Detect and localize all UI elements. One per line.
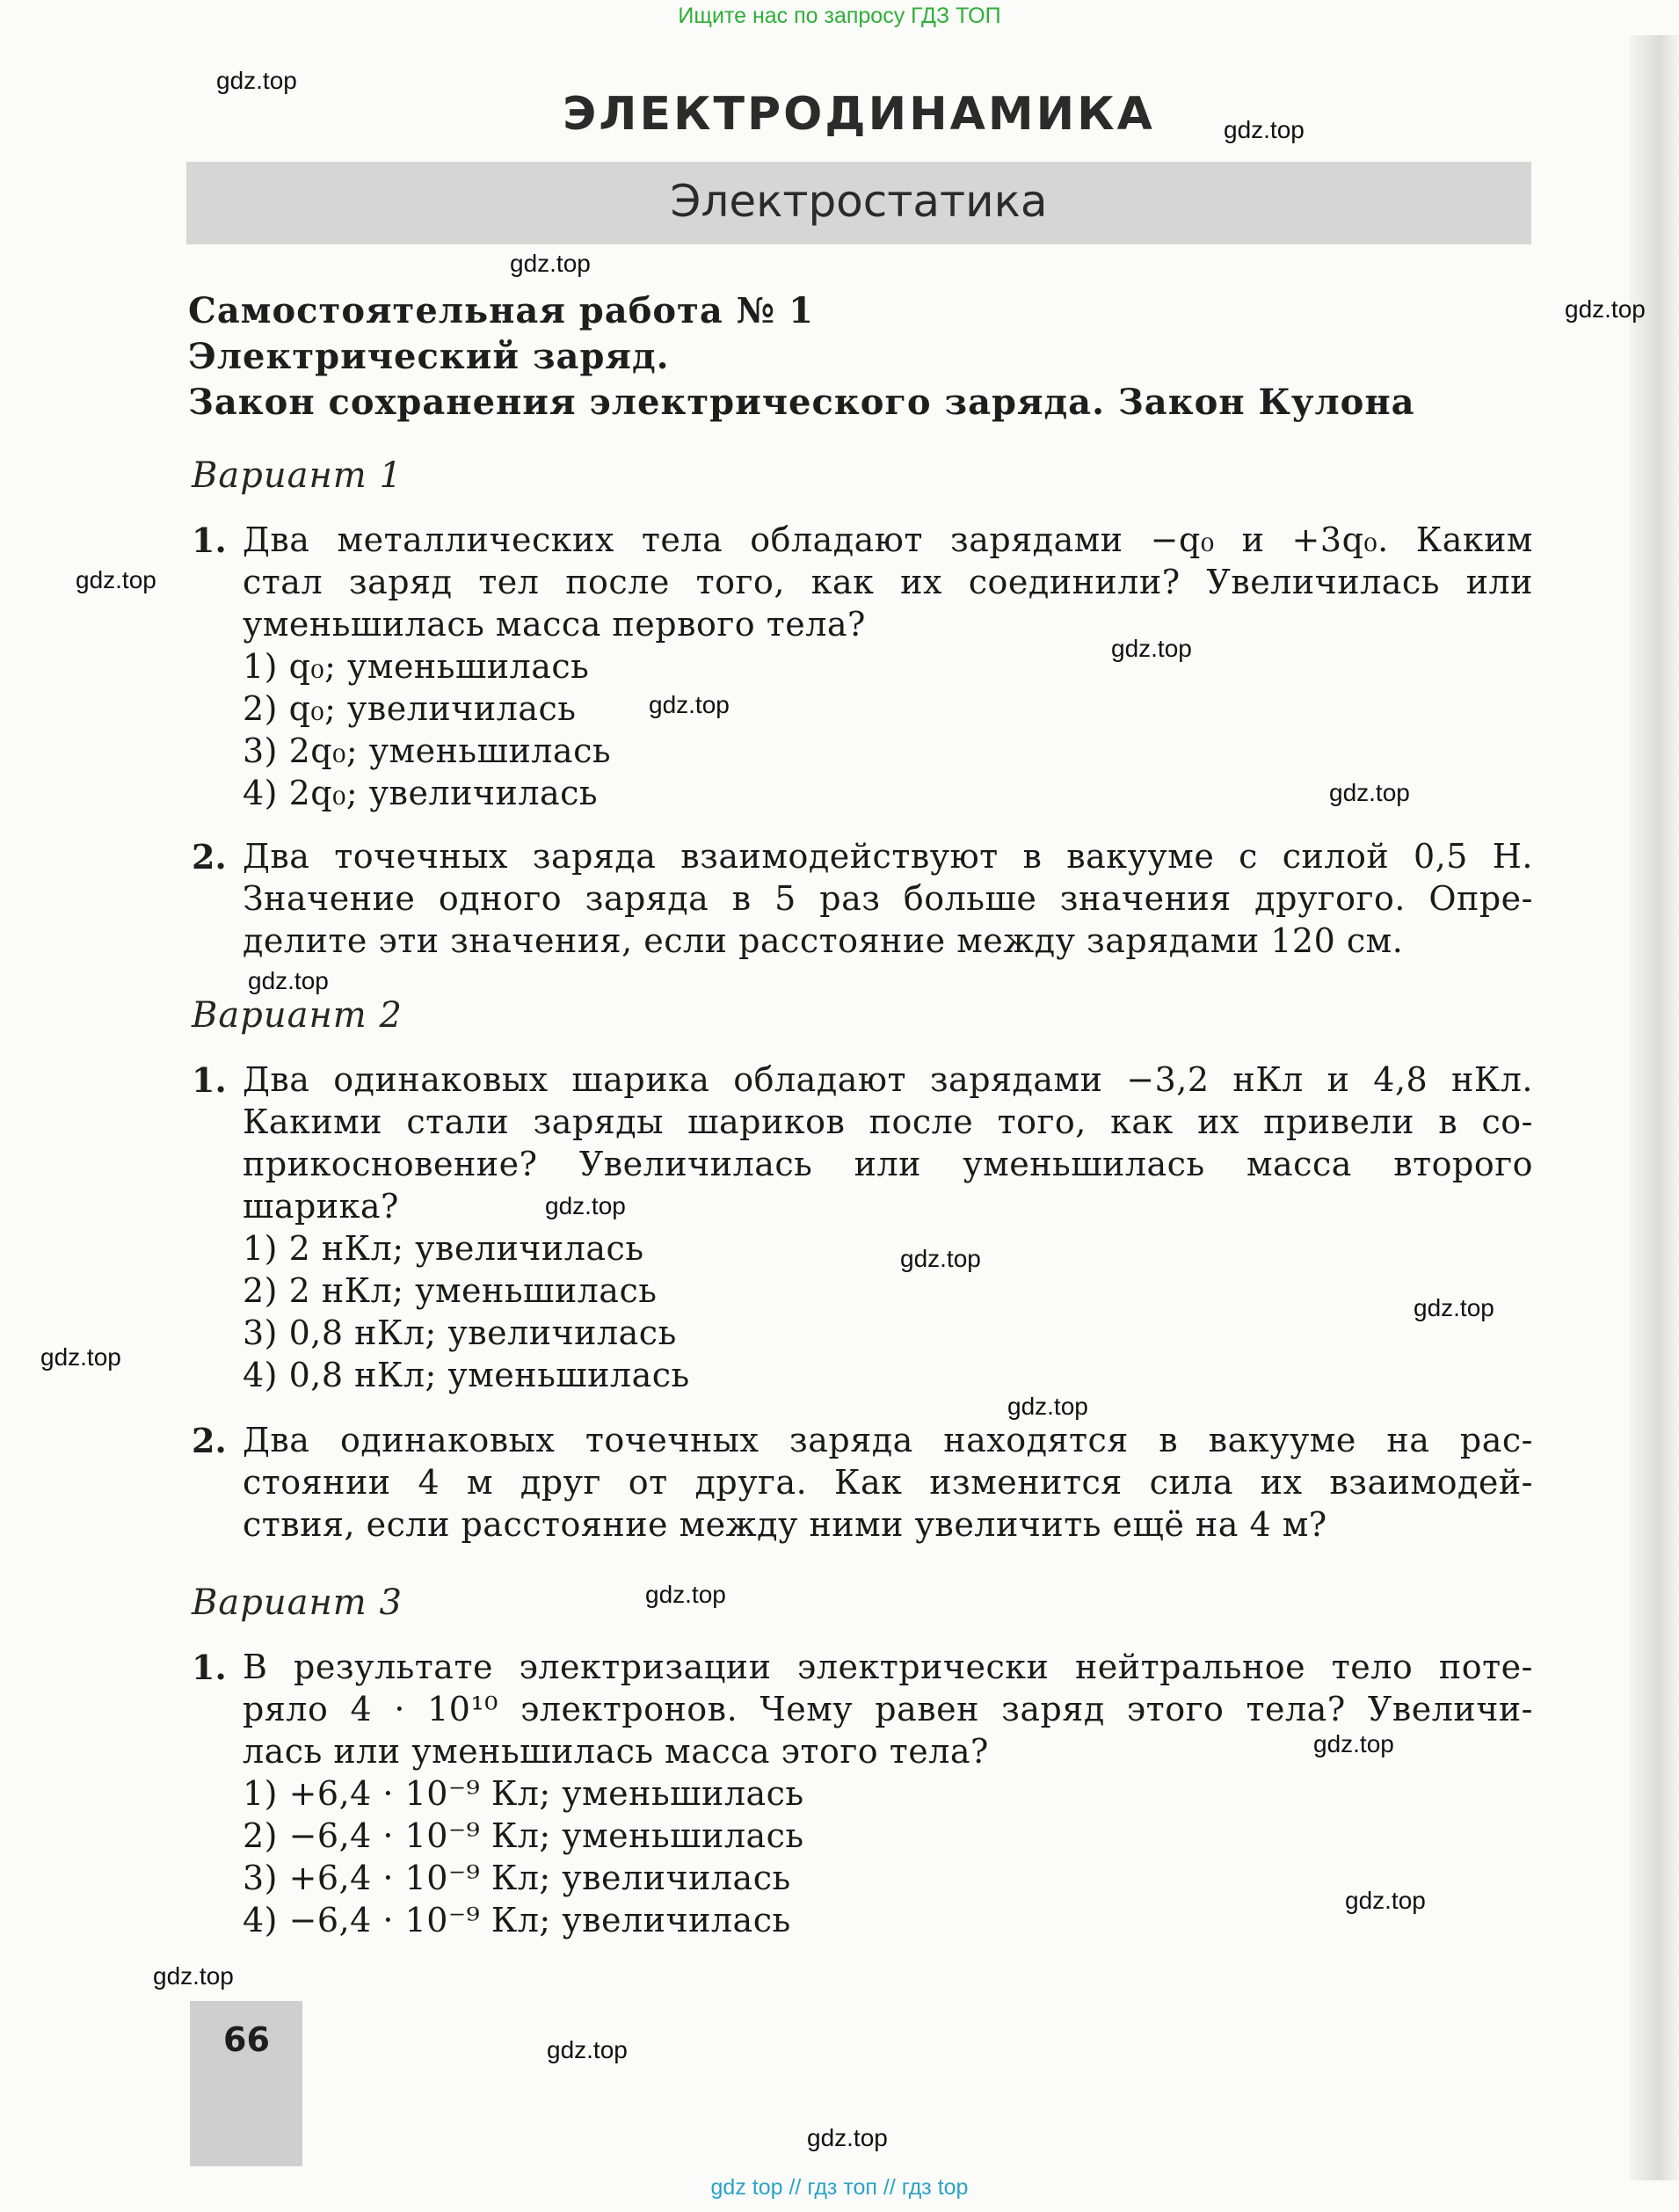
task-number: 1. <box>192 1648 227 1687</box>
answer-option: 4) 0,8 нКл; уменьшилась <box>243 1356 690 1394</box>
watermark: gdz.top <box>216 67 297 94</box>
answer-option: 3) 0,8 нКл; увеличилась <box>243 1313 677 1352</box>
work-topic-law: Закон сохранения электрического заряда. Закон Кулона <box>188 382 1415 423</box>
watermark: gdz.top <box>645 1581 726 1608</box>
answer-option: 1) q₀; уменьшилась <box>243 647 590 686</box>
watermark: gdz.top <box>547 2036 628 2063</box>
search-banner[interactable]: Ищите нас по запросу ГДЗ ТОП <box>678 4 1001 28</box>
answer-option: 2) 2 нКл; уменьшилась <box>243 1271 658 1310</box>
task-text-line: ствия, если расстояние между ними увеличить ещё на 4 м? <box>243 1505 1327 1544</box>
watermark: gdz.top <box>1345 1887 1426 1914</box>
task-number: 1. <box>192 1060 227 1100</box>
task-text-line: лась или уменьшилась масса этого тела? <box>243 1732 989 1771</box>
watermark: gdz.top <box>1111 635 1192 662</box>
answer-option: 1) 2 нКл; увеличилась <box>243 1229 644 1268</box>
task-text-line: делите эти значения, если расстояние между зарядами 120 см. <box>243 921 1404 960</box>
answer-option: 4) 2q₀; увеличилась <box>243 774 599 812</box>
page-number: 66 <box>223 2020 270 2059</box>
task-text-line: Два точечных заряда взаимодействуют в вакууме с силой 0,5 Н. <box>243 837 1533 876</box>
watermark: gdz.top <box>1329 779 1410 806</box>
watermark: gdz.top <box>649 691 730 718</box>
page-spine-shadow <box>1630 35 1679 2180</box>
subsection-title: Электростатика <box>670 176 1048 227</box>
answer-option: 4) −6,4 · 10⁻⁹ Кл; увеличилась <box>243 1901 791 1939</box>
task-text-line: уменьшилась масса первого тела? <box>243 605 866 644</box>
task-text-line: Какими стали заряды шариков после того, как их привели в со- <box>243 1102 1533 1141</box>
task-text-line: Два одинаковых шарика обладают зарядами −3,2 нКл и 4,8 нКл. <box>243 1060 1533 1099</box>
watermark: gdz.top <box>153 1962 234 1990</box>
work-topic: Электрический заряд. <box>188 336 670 377</box>
task-text-line: В результате электризации электрически нейтральное тело поте- <box>243 1648 1533 1686</box>
task-text-line: Значение одного заряда в 5 раз больше значения другого. Опре- <box>243 879 1533 918</box>
task-number: 2. <box>192 1421 227 1460</box>
work-title: Самостоятельная работа № 1 <box>188 290 814 331</box>
watermark: gdz.top <box>510 250 591 277</box>
watermark: gdz.top <box>545 1192 626 1219</box>
answer-option: 3) +6,4 · 10⁻⁹ Кл; увеличилась <box>243 1859 791 1897</box>
variant-heading: Вариант 2 <box>192 995 403 1036</box>
watermark: gdz.top <box>807 2124 888 2151</box>
task-text-line: стоянии 4 м друг от друга. Как изменится сила их взаимодей- <box>243 1463 1533 1502</box>
task-text-line: стал заряд тел после того, как их соединили? Увеличилась или <box>243 563 1533 601</box>
watermark: gdz.top <box>1224 116 1305 143</box>
variant-heading: Вариант 1 <box>192 455 403 496</box>
section-title: ЭЛЕКТРОДИНАМИКА <box>563 88 1155 141</box>
task-text-line: Два металлических тела обладают зарядами −q₀ и +3q₀. Каким <box>243 520 1533 559</box>
answer-option: 1) +6,4 · 10⁻⁹ Кл; уменьшилась <box>243 1774 804 1813</box>
watermark: gdz.top <box>1414 1294 1494 1321</box>
task-text-line: ряло 4 · 10¹⁰ электронов. Чему равен заряд этого тела? Увеличи- <box>243 1690 1533 1728</box>
watermark: gdz.top <box>248 967 329 994</box>
footer-banner[interactable]: gdz top // гдз топ // гдз top <box>710 2175 969 2200</box>
task-text-line: шарика? <box>243 1187 399 1226</box>
task-text-line: прикосновение? Увеличилась или уменьшилась масса второго <box>243 1145 1533 1183</box>
watermark: gdz.top <box>1313 1730 1394 1757</box>
task-number: 2. <box>192 837 227 877</box>
variant-heading: Вариант 3 <box>192 1583 403 1623</box>
answer-option: 3) 2q₀; уменьшилась <box>243 731 612 770</box>
watermark: gdz.top <box>1565 295 1646 323</box>
task-number: 1. <box>192 520 227 560</box>
watermark: gdz.top <box>76 566 156 593</box>
answer-option: 2) −6,4 · 10⁻⁹ Кл; уменьшилась <box>243 1816 804 1855</box>
watermark: gdz.top <box>900 1245 981 1272</box>
watermark: gdz.top <box>40 1343 121 1371</box>
answer-option: 2) q₀; увеличилась <box>243 689 577 728</box>
watermark: gdz.top <box>1007 1393 1088 1420</box>
task-text-line: Два одинаковых точечных заряда находятся в вакууме на рас- <box>243 1421 1533 1459</box>
